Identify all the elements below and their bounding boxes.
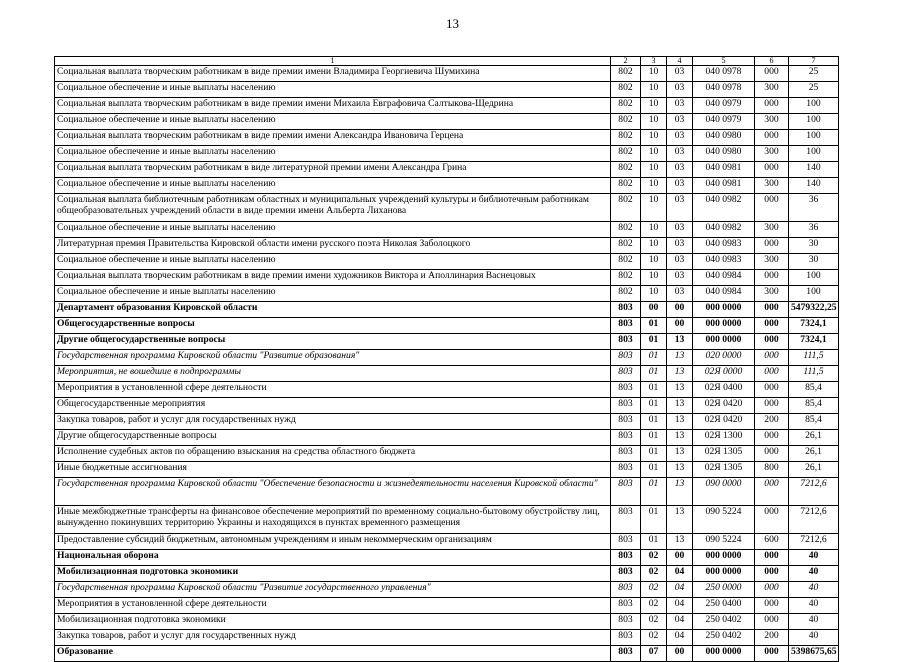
- subsection-code-cell: 13: [667, 506, 693, 534]
- admin-code-cell: 802: [611, 162, 641, 178]
- subsection-code-cell: 04: [667, 566, 693, 582]
- line-item-name-cell: Социальная выплата библиотечным работникам областных и муниципальных учреждений культуры и библиотечным работникам общеобразовательных учреждений области в виде премии имени Альберта Лиханова: [55, 194, 611, 222]
- expense-type-code-cell: 000: [755, 550, 789, 566]
- line-item-name-cell: Другие общегосударственные вопросы: [55, 430, 611, 446]
- expense-type-code-cell: 000: [755, 598, 789, 614]
- line-item-name-cell: Социальное обеспечение и иные выплаты населению: [55, 222, 611, 238]
- subsection-code-cell: 03: [667, 98, 693, 114]
- admin-code-cell: 803: [611, 582, 641, 598]
- subsection-code-cell: 13: [667, 534, 693, 550]
- expense-type-code-cell: 000: [755, 334, 789, 350]
- target-article-code-cell: 040 0981: [693, 178, 755, 194]
- target-article-code-cell: 02Я 1305: [693, 446, 755, 462]
- subsection-code-cell: 13: [667, 414, 693, 430]
- line-item-name-cell: Социальная выплата творческим работникам в виде литературной премии имени Александра Грина: [55, 162, 611, 178]
- line-item-name-cell: Мероприятия в установленной сфере деятельности: [55, 382, 611, 398]
- subsection-code-cell: 03: [667, 270, 693, 286]
- expense-type-code-cell: 000: [755, 98, 789, 114]
- table-row: [55, 254, 839, 270]
- line-item-name-cell: Общегосударственные мероприятия: [55, 398, 611, 414]
- subsection-code-cell: 13: [667, 446, 693, 462]
- line-item-name-cell: Исполнение судебных актов по обращению взыскания на средства областного бюджета: [55, 446, 611, 462]
- expense-type-code-cell: 000: [755, 446, 789, 462]
- section-code-cell: 01: [641, 350, 667, 366]
- subsection-code-cell: 03: [667, 178, 693, 194]
- expense-type-code-cell: 000: [755, 478, 789, 506]
- line-item-name-cell: Социальное обеспечение и иные выплаты населению: [55, 146, 611, 162]
- table-row: [55, 478, 839, 506]
- admin-code-cell: 803: [611, 506, 641, 534]
- target-article-code-cell: 040 0981: [693, 162, 755, 178]
- table-row: [55, 270, 839, 286]
- line-item-name-cell: Иные межбюджетные трансферты на финансовое обеспечение мероприятий по временному социально-бытовому обустройству лиц, вынужденно покинувших территорию Украины и находящихся в пунктах временного размещения: [55, 506, 611, 534]
- amount-cell: 40: [789, 598, 839, 614]
- subsection-code-cell: 13: [667, 398, 693, 414]
- target-article-code-cell: 000 0000: [693, 566, 755, 582]
- table-row: [55, 98, 839, 114]
- admin-code-cell: 802: [611, 194, 641, 222]
- target-article-code-cell: 02Я 1305: [693, 462, 755, 478]
- table-header-row: [55, 57, 839, 66]
- table-row: [55, 114, 839, 130]
- line-item-name-cell: Иные бюджетные ассигнования: [55, 462, 611, 478]
- table-row: [55, 398, 839, 414]
- amount-cell: 40: [789, 566, 839, 582]
- subsection-code-cell: 13: [667, 382, 693, 398]
- admin-code-cell: 803: [611, 614, 641, 630]
- column-header-4: 4: [667, 57, 693, 66]
- admin-code-cell: 803: [611, 398, 641, 414]
- subsection-code-cell: 03: [667, 66, 693, 82]
- section-code-cell: 10: [641, 222, 667, 238]
- section-code-cell: 10: [641, 66, 667, 82]
- line-item-name-cell: Литературная премия Правительства Кировской области имени русского поэта Николая Заболоцкого: [55, 238, 611, 254]
- table-row: [55, 238, 839, 254]
- table-row: [55, 414, 839, 430]
- admin-code-cell: 803: [611, 366, 641, 382]
- subsection-code-cell: 00: [667, 646, 693, 662]
- line-item-name-cell: Мобилизационная подготовка экономики: [55, 614, 611, 630]
- expense-type-code-cell: 300: [755, 178, 789, 194]
- section-code-cell: 10: [641, 130, 667, 146]
- table-row: [55, 446, 839, 462]
- admin-code-cell: 802: [611, 130, 641, 146]
- admin-code-cell: 803: [611, 462, 641, 478]
- target-article-code-cell: 250 0402: [693, 614, 755, 630]
- table-row: [55, 366, 839, 382]
- admin-code-cell: 803: [611, 478, 641, 506]
- line-item-name-cell: Государственная программа Кировской области "Развитие образования": [55, 350, 611, 366]
- target-article-code-cell: 040 0984: [693, 270, 755, 286]
- admin-code-cell: 802: [611, 238, 641, 254]
- section-code-cell: 02: [641, 598, 667, 614]
- line-item-name-cell: Другие общегосударственные вопросы: [55, 334, 611, 350]
- line-item-name-cell: Социальное обеспечение и иные выплаты населению: [55, 178, 611, 194]
- expense-type-code-cell: 000: [755, 566, 789, 582]
- expense-type-code-cell: 000: [755, 302, 789, 318]
- subsection-code-cell: 03: [667, 194, 693, 222]
- table-row: [55, 582, 839, 598]
- section-code-cell: 01: [641, 414, 667, 430]
- table-row: [55, 146, 839, 162]
- line-item-name-cell: Социальное обеспечение и иные выплаты населению: [55, 114, 611, 130]
- section-code-cell: 01: [641, 534, 667, 550]
- section-code-cell: 10: [641, 178, 667, 194]
- section-code-cell: 10: [641, 238, 667, 254]
- target-article-code-cell: 040 0983: [693, 254, 755, 270]
- target-article-code-cell: 02Я 0000: [693, 366, 755, 382]
- line-item-name-cell: Социальная выплата творческим работникам в виде премии имени Владимира Георгиевича Шумихина: [55, 66, 611, 82]
- section-code-cell: 01: [641, 382, 667, 398]
- admin-code-cell: 803: [611, 430, 641, 446]
- target-article-code-cell: 000 0000: [693, 334, 755, 350]
- subsection-code-cell: 03: [667, 146, 693, 162]
- admin-code-cell: 803: [611, 598, 641, 614]
- admin-code-cell: 803: [611, 566, 641, 582]
- admin-code-cell: 802: [611, 146, 641, 162]
- amount-cell: 26,1: [789, 462, 839, 478]
- section-code-cell: 01: [641, 366, 667, 382]
- target-article-code-cell: 040 0979: [693, 114, 755, 130]
- expense-type-code-cell: 600: [755, 534, 789, 550]
- table-row: [55, 630, 839, 646]
- line-item-name-cell: Департамент образования Кировской области: [55, 302, 611, 318]
- target-article-code-cell: 000 0000: [693, 646, 755, 662]
- table-row: [55, 302, 839, 318]
- amount-cell: 85,4: [789, 414, 839, 430]
- amount-cell: 25: [789, 82, 839, 98]
- subsection-code-cell: 03: [667, 162, 693, 178]
- target-article-code-cell: 040 0978: [693, 82, 755, 98]
- amount-cell: 100: [789, 114, 839, 130]
- expense-type-code-cell: 300: [755, 254, 789, 270]
- admin-code-cell: 802: [611, 286, 641, 302]
- column-header-7: 7: [789, 57, 839, 66]
- column-header-6: 6: [755, 57, 789, 66]
- table-row: [55, 462, 839, 478]
- amount-cell: 7324,1: [789, 334, 839, 350]
- table-row: [55, 506, 839, 534]
- subsection-code-cell: 00: [667, 550, 693, 566]
- line-item-name-cell: Мероприятия, не вошедшие в подпрограммы: [55, 366, 611, 382]
- admin-code-cell: 803: [611, 646, 641, 662]
- amount-cell: 25: [789, 66, 839, 82]
- amount-cell: 7212,6: [789, 534, 839, 550]
- expense-type-code-cell: 300: [755, 146, 789, 162]
- amount-cell: 40: [789, 582, 839, 598]
- admin-code-cell: 802: [611, 82, 641, 98]
- line-item-name-cell: Социальное обеспечение и иные выплаты населению: [55, 82, 611, 98]
- admin-code-cell: 802: [611, 222, 641, 238]
- amount-cell: 140: [789, 178, 839, 194]
- section-code-cell: 02: [641, 614, 667, 630]
- line-item-name-cell: Предоставление субсидий бюджетным, автономным учреждениям и иным некоммерческим организациям: [55, 534, 611, 550]
- admin-code-cell: 803: [611, 302, 641, 318]
- target-article-code-cell: 250 0000: [693, 582, 755, 598]
- subsection-code-cell: 04: [667, 582, 693, 598]
- expense-type-code-cell: 300: [755, 82, 789, 98]
- line-item-name-cell: Мероприятия в установленной сфере деятельности: [55, 598, 611, 614]
- expense-type-code-cell: 000: [755, 162, 789, 178]
- table-row: [55, 334, 839, 350]
- section-code-cell: 10: [641, 82, 667, 98]
- expense-type-code-cell: 300: [755, 114, 789, 130]
- expense-type-code-cell: 000: [755, 238, 789, 254]
- expense-type-code-cell: 000: [755, 398, 789, 414]
- subsection-code-cell: 03: [667, 238, 693, 254]
- amount-cell: 40: [789, 614, 839, 630]
- table-row: [55, 550, 839, 566]
- table-row: [55, 350, 839, 366]
- amount-cell: 5398675,65: [789, 646, 839, 662]
- line-item-name-cell: Национальная оборона: [55, 550, 611, 566]
- target-article-code-cell: 250 0400: [693, 598, 755, 614]
- target-article-code-cell: 040 0980: [693, 146, 755, 162]
- subsection-code-cell: 13: [667, 366, 693, 382]
- table-row: [55, 534, 839, 550]
- target-article-code-cell: 090 5224: [693, 506, 755, 534]
- amount-cell: 26,1: [789, 430, 839, 446]
- line-item-name-cell: Закупка товаров, работ и услуг для государственных нужд: [55, 630, 611, 646]
- admin-code-cell: 803: [611, 382, 641, 398]
- section-code-cell: 01: [641, 430, 667, 446]
- section-code-cell: 01: [641, 446, 667, 462]
- target-article-code-cell: 040 0979: [693, 98, 755, 114]
- section-code-cell: 10: [641, 286, 667, 302]
- amount-cell: 7212,6: [789, 506, 839, 534]
- section-code-cell: 01: [641, 334, 667, 350]
- expense-type-code-cell: 000: [755, 582, 789, 598]
- subsection-code-cell: 03: [667, 130, 693, 146]
- section-code-cell: 02: [641, 582, 667, 598]
- target-article-code-cell: 020 0000: [693, 350, 755, 366]
- table-row: [55, 286, 839, 302]
- expense-type-code-cell: 000: [755, 270, 789, 286]
- table-row: [55, 222, 839, 238]
- admin-code-cell: 803: [611, 334, 641, 350]
- section-code-cell: 07: [641, 646, 667, 662]
- budget-table: [54, 56, 839, 662]
- amount-cell: 26,1: [789, 446, 839, 462]
- admin-code-cell: 803: [611, 446, 641, 462]
- subsection-code-cell: 03: [667, 114, 693, 130]
- target-article-code-cell: 02Я 0420: [693, 398, 755, 414]
- section-code-cell: 01: [641, 318, 667, 334]
- section-code-cell: 10: [641, 270, 667, 286]
- section-code-cell: 10: [641, 114, 667, 130]
- admin-code-cell: 803: [611, 550, 641, 566]
- section-code-cell: 10: [641, 254, 667, 270]
- amount-cell: 7324,1: [789, 318, 839, 334]
- expense-type-code-cell: 200: [755, 414, 789, 430]
- subsection-code-cell: 00: [667, 318, 693, 334]
- expense-type-code-cell: 300: [755, 286, 789, 302]
- expense-type-code-cell: 000: [755, 318, 789, 334]
- expense-type-code-cell: 000: [755, 366, 789, 382]
- admin-code-cell: 803: [611, 318, 641, 334]
- subsection-code-cell: 03: [667, 254, 693, 270]
- amount-cell: 111,5: [789, 350, 839, 366]
- line-item-name-cell: Общегосударственные вопросы: [55, 318, 611, 334]
- amount-cell: 100: [789, 146, 839, 162]
- target-article-code-cell: 040 0978: [693, 66, 755, 82]
- admin-code-cell: 802: [611, 114, 641, 130]
- subsection-code-cell: 13: [667, 478, 693, 506]
- section-code-cell: 00: [641, 302, 667, 318]
- subsection-code-cell: 04: [667, 614, 693, 630]
- subsection-code-cell: 00: [667, 302, 693, 318]
- admin-code-cell: 802: [611, 270, 641, 286]
- line-item-name-cell: Образование: [55, 646, 611, 662]
- line-item-name-cell: Социальная выплата творческим работникам в виде премии имени художников Виктора и Аполлинария Васнецовых: [55, 270, 611, 286]
- amount-cell: 7212,6: [789, 478, 839, 506]
- expense-type-code-cell: 000: [755, 130, 789, 146]
- admin-code-cell: 802: [611, 254, 641, 270]
- expense-type-code-cell: 000: [755, 506, 789, 534]
- expense-type-code-cell: 000: [755, 646, 789, 662]
- line-item-name-cell: Государственная программа Кировской области "Обеспечение безопасности и жизнедеятельности населения Кировской области": [55, 478, 611, 506]
- section-code-cell: 02: [641, 566, 667, 582]
- target-article-code-cell: 000 0000: [693, 302, 755, 318]
- table-row: [55, 178, 839, 194]
- amount-cell: 85,4: [789, 382, 839, 398]
- section-code-cell: 10: [641, 162, 667, 178]
- expense-type-code-cell: 000: [755, 194, 789, 222]
- expense-type-code-cell: 000: [755, 430, 789, 446]
- line-item-name-cell: Мобилизационная подготовка экономики: [55, 566, 611, 582]
- section-code-cell: 10: [641, 98, 667, 114]
- amount-cell: 85,4: [789, 398, 839, 414]
- table-row: [55, 194, 839, 222]
- amount-cell: 100: [789, 130, 839, 146]
- line-item-name-cell: Закупка товаров, работ и услуг для государственных нужд: [55, 414, 611, 430]
- subsection-code-cell: 04: [667, 630, 693, 646]
- section-code-cell: 10: [641, 194, 667, 222]
- target-article-code-cell: 090 5224: [693, 534, 755, 550]
- table-row: [55, 82, 839, 98]
- amount-cell: 36: [789, 194, 839, 222]
- table-row: [55, 162, 839, 178]
- section-code-cell: 01: [641, 478, 667, 506]
- admin-code-cell: 803: [611, 350, 641, 366]
- line-item-name-cell: Социальная выплата творческим работникам в виде премии имени Александра Ивановича Герцена: [55, 130, 611, 146]
- amount-cell: 30: [789, 238, 839, 254]
- column-header-1: 1: [55, 57, 611, 66]
- admin-code-cell: 802: [611, 98, 641, 114]
- page-number: 13: [446, 16, 459, 31]
- table-row: [55, 566, 839, 582]
- column-header-5: 5: [693, 57, 755, 66]
- subsection-code-cell: 13: [667, 334, 693, 350]
- amount-cell: 5479322,25: [789, 302, 839, 318]
- target-article-code-cell: 040 0982: [693, 194, 755, 222]
- expense-type-code-cell: 000: [755, 614, 789, 630]
- amount-cell: 140: [789, 162, 839, 178]
- subsection-code-cell: 13: [667, 430, 693, 446]
- table-row: [55, 318, 839, 334]
- table-row: [55, 430, 839, 446]
- line-item-name-cell: Социальное обеспечение и иные выплаты населению: [55, 286, 611, 302]
- expense-type-code-cell: 300: [755, 222, 789, 238]
- line-item-name-cell: Социальное обеспечение и иные выплаты населению: [55, 254, 611, 270]
- subsection-code-cell: 03: [667, 222, 693, 238]
- amount-cell: 36: [789, 222, 839, 238]
- admin-code-cell: 803: [611, 414, 641, 430]
- amount-cell: 100: [789, 98, 839, 114]
- section-code-cell: 01: [641, 462, 667, 478]
- subsection-code-cell: 04: [667, 598, 693, 614]
- target-article-code-cell: 000 0000: [693, 318, 755, 334]
- line-item-name-cell: Социальная выплата творческим работникам в виде премии имени Михаила Евграфовича Салтыкова-Щедрина: [55, 98, 611, 114]
- table-row: [55, 646, 839, 662]
- amount-cell: 100: [789, 270, 839, 286]
- target-article-code-cell: 02Я 0400: [693, 382, 755, 398]
- amount-cell: 40: [789, 550, 839, 566]
- target-article-code-cell: 040 0982: [693, 222, 755, 238]
- table-row: [55, 66, 839, 82]
- amount-cell: 40: [789, 630, 839, 646]
- section-code-cell: 02: [641, 550, 667, 566]
- target-article-code-cell: 250 0402: [693, 630, 755, 646]
- subsection-code-cell: 13: [667, 462, 693, 478]
- target-article-code-cell: 040 0984: [693, 286, 755, 302]
- table-row: [55, 130, 839, 146]
- target-article-code-cell: 02Я 1300: [693, 430, 755, 446]
- expense-type-code-cell: 000: [755, 382, 789, 398]
- amount-cell: 111,5: [789, 366, 839, 382]
- section-code-cell: 02: [641, 630, 667, 646]
- table-row: [55, 598, 839, 614]
- target-article-code-cell: 02Я 0420: [693, 414, 755, 430]
- section-code-cell: 01: [641, 398, 667, 414]
- section-code-cell: 10: [641, 146, 667, 162]
- expense-type-code-cell: 200: [755, 630, 789, 646]
- subsection-code-cell: 03: [667, 286, 693, 302]
- target-article-code-cell: 000 0000: [693, 550, 755, 566]
- table-row: [55, 382, 839, 398]
- subsection-code-cell: 13: [667, 350, 693, 366]
- target-article-code-cell: 090 0000: [693, 478, 755, 506]
- column-header-3: 3: [641, 57, 667, 66]
- expense-type-code-cell: 000: [755, 350, 789, 366]
- expense-type-code-cell: 800: [755, 462, 789, 478]
- table-row: [55, 614, 839, 630]
- amount-cell: 100: [789, 286, 839, 302]
- expense-type-code-cell: 000: [755, 66, 789, 82]
- admin-code-cell: 803: [611, 534, 641, 550]
- subsection-code-cell: 03: [667, 82, 693, 98]
- target-article-code-cell: 040 0980: [693, 130, 755, 146]
- admin-code-cell: 802: [611, 66, 641, 82]
- admin-code-cell: 802: [611, 178, 641, 194]
- target-article-code-cell: 040 0983: [693, 238, 755, 254]
- section-code-cell: 01: [641, 506, 667, 534]
- amount-cell: 30: [789, 254, 839, 270]
- column-header-2: 2: [611, 57, 641, 66]
- line-item-name-cell: Государственная программа Кировской области "Развитие государственного управления": [55, 582, 611, 598]
- admin-code-cell: 803: [611, 630, 641, 646]
